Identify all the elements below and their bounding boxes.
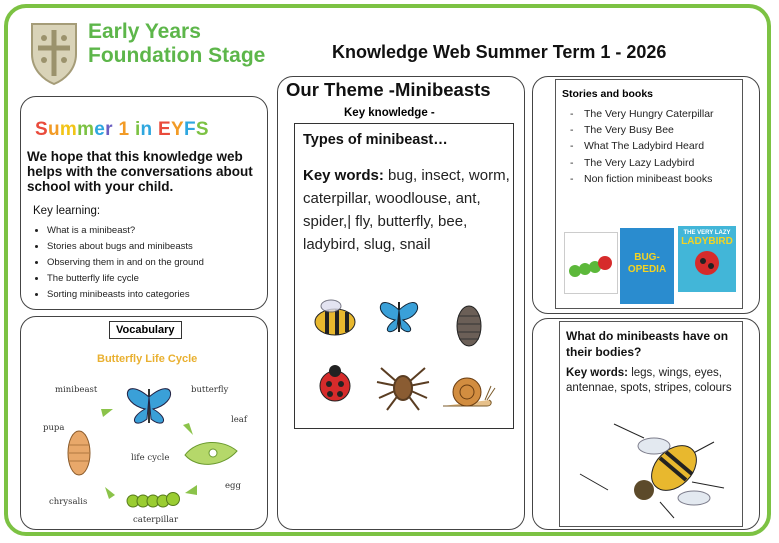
bugopedia-line2: OPEDIA: [627, 264, 667, 275]
heading-letter: u: [47, 119, 60, 140]
caterpillar-icon: [127, 493, 180, 508]
body-panel: [532, 318, 760, 530]
types-heading: Types of minibeast…: [303, 132, 448, 148]
school-name: [88, 20, 265, 68]
list-item: • The butterfly life cycle: [47, 271, 204, 287]
stories-list: [566, 106, 736, 187]
list-item: • Sorting minibeasts into categories: [47, 287, 204, 303]
label-life-cycle: life cycle: [131, 453, 170, 463]
butterfly-icon: [127, 389, 170, 423]
bee-diagram-icon: [574, 418, 734, 522]
label-chrysalis: chrysalis: [49, 497, 88, 507]
body-box: [559, 321, 743, 527]
list-item: • Observing them in and on the ground: [47, 255, 204, 271]
list-item: - The Very Lazy Ladybird: [566, 155, 736, 171]
body-question: What do minibeasts have on their bodies?: [566, 329, 729, 359]
label-pupa: pupa: [43, 423, 65, 433]
ladybird-cover-main: LADYBIRD: [681, 236, 733, 247]
key-learning-label: Key learning:: [33, 205, 101, 217]
minibeast-types-box: [294, 123, 514, 429]
heading-letter: m: [77, 119, 95, 140]
key-knowledge-label: Key knowledge -: [344, 107, 435, 119]
body-key-words: [566, 366, 742, 396]
heading-letter: 1: [118, 119, 130, 140]
heading-letter: E: [158, 119, 172, 140]
heading-letter: m: [59, 119, 78, 140]
school-line-1: Early Years: [88, 20, 201, 43]
heading-letter: i: [134, 119, 141, 140]
list-item: - The Very Busy Bee: [566, 122, 736, 138]
heading-letter: S: [35, 119, 48, 140]
list-item: - Non fiction minibeast books: [566, 171, 736, 187]
list-item: - What The Ladybird Heard: [566, 138, 736, 154]
school-line-2: Foundation Stage: [88, 44, 266, 67]
book-cover-lazy-ladybird: [678, 226, 736, 292]
label-butterfly: butterfly: [191, 385, 229, 395]
ladybird-icon: [687, 247, 727, 277]
stories-box: [555, 79, 743, 309]
bee-icon: [315, 300, 355, 335]
ladybird-icon: [320, 365, 350, 401]
list-item: - The Very Hungry Caterpillar: [566, 106, 736, 122]
vocabulary-label: Vocabulary: [109, 321, 182, 339]
key-words-label: Key words:: [566, 367, 628, 379]
heading-letter: n: [140, 119, 153, 140]
bugopedia-line1: BUG-: [634, 252, 660, 263]
book-cover-hungry-caterpillar: [564, 232, 618, 294]
heading-letter: e: [94, 119, 106, 140]
label-egg: egg: [225, 481, 241, 491]
key-words-label: Key words:: [303, 167, 384, 184]
heading-letter: Y: [171, 119, 184, 140]
label-leaf: leaf: [231, 415, 247, 425]
list-item: • What is a minibeast?: [47, 223, 204, 239]
caterpillar-icon: [565, 233, 617, 293]
key-learning-list: [31, 223, 204, 303]
minibeast-pictures: [299, 294, 511, 424]
woodlouse-icon: [457, 306, 481, 346]
crest-icon: [28, 20, 80, 86]
summer-panel: [20, 96, 268, 310]
key-words-text: bug, insect, worm, caterpillar, woodlouse, ant, spider,| fly, butterfly, bee, ladybird, slug, snail: [303, 167, 510, 253]
label-caterpillar: caterpillar: [133, 515, 179, 525]
life-cycle-diagram: [21, 317, 267, 529]
spider-icon: [377, 368, 429, 410]
leaf-egg-icon: [185, 442, 237, 464]
theme-panel: [277, 76, 525, 530]
chrysalis-icon: [68, 431, 90, 475]
key-words-text: legs, wings, eyes, antennae, spots, stripes, colours: [566, 367, 732, 394]
vocabulary-panel: [20, 316, 268, 530]
heading-letter: r: [105, 119, 113, 140]
ladybird-cover-top: THE VERY LAZY: [683, 230, 731, 236]
stories-heading: Stories and books: [562, 88, 654, 100]
butterfly-icon: [380, 302, 417, 332]
heading-letter: S: [195, 119, 209, 140]
label-minibeast: minibeast: [55, 385, 98, 395]
book-cover-bugopedia: [620, 228, 674, 304]
theme-key-words: [303, 164, 511, 256]
intro-text: We hope that this knowledge web helps with the conversations about school with your child.: [27, 149, 253, 194]
heading-letter: F: [184, 119, 196, 140]
theme-title: Our Theme -Minibeasts: [286, 79, 491, 100]
list-item: • Stories about bugs and minibeasts: [47, 239, 204, 255]
stories-panel: [532, 76, 760, 314]
summer-heading: [35, 119, 209, 141]
page-title: Knowledge Web Summer Term 1 - 2026: [332, 42, 667, 62]
snail-icon: [443, 378, 495, 406]
cycle-title: Butterfly Life Cycle: [97, 353, 198, 365]
